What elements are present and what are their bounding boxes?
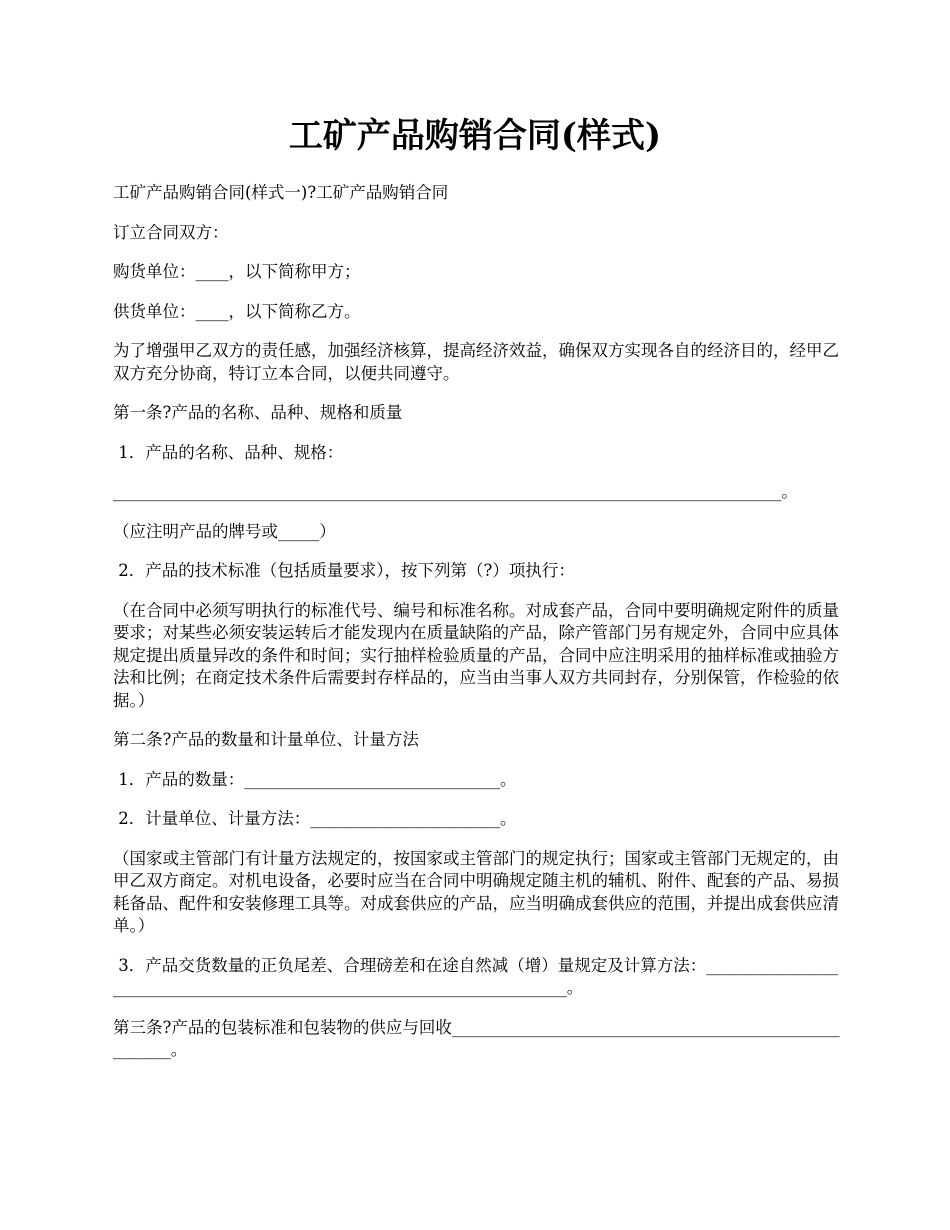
article-1-brand-note: （应注明产品的牌号或_____） [113, 521, 336, 541]
article-1-blank-line: _________________________________________________________________________________。 [113, 482, 798, 501]
supplier-line: 供货单位：____，以下简称乙方。 [113, 301, 361, 321]
contract-subtitle: 工矿产品购销合同(样式一)?工矿产品购销合同 [113, 183, 449, 202]
document-title: 工矿产品购销合同(样式) [288, 116, 662, 156]
parties-heading: 订立合同双方： [113, 222, 229, 242]
document-body [113, 182, 841, 1079]
article-1-item-2: 2．产品的技术标准（包括质量要求），按下列第（?）项执行： [113, 561, 575, 580]
article-2-measure-note: （国家或主管部门有计量方法规定的，按国家或主管部门的规定执行；国家或主管部门无规定的，由甲乙双方商定。对机电设备，必要时应当在合同中明确规定随主机的辅机、附件、配套的产品、易损耗备品、配件和安装修理工具等。对成套供应的产品，应当明确成套供应的范围，并提出成套供应清单。） [113, 848, 839, 935]
article-3-heading: 第三条?产品的包装标准和包装物的供应与回收______________________________________________________。 [113, 1017, 840, 1059]
buyer-line: 购货单位：____，以下简称甲方； [113, 262, 361, 281]
preamble-paragraph: 为了增强甲乙双方的责任感，加强经济核算，提高经济效益，确保双方实现各自的经济目的，经甲乙双方充分协商，特订立本合同，以便共同遵守。 [113, 341, 839, 383]
article-1-heading: 第一条?产品的名称、品种、规格和质量 [113, 403, 403, 422]
article-2-item-2: 2．计量单位、计量方法：_______________________。 [113, 809, 517, 828]
article-2-heading: 第二条?产品的数量和计量单位、计量方法 [113, 730, 419, 749]
article-1-item-1: 1．产品的名称、品种、规格： [113, 442, 344, 462]
article-2-item-1: 1．产品的数量：_______________________________。 [113, 769, 517, 789]
article-2-item-3: 3．产品交货数量的正负尾差、合理磅差和在途自然减（增）量规定及计算方法：_______________________________________________________________________。 [113, 955, 839, 997]
article-1-standard-note: （在合同中必须写明执行的标准代号、编号和标准名称。对成套产品，合同中要明确规定附件的质量要求；对某些必须安装运转后才能发现内在质量缺陷的产品，除产管部门另有规定外，合同中应具体规定提出质量异改的条件和时间；实行抽样检验质量的产品，合同中应注明采用的抽样标准或抽验方法和比例；在商定技术条件后需要封存样品的，应当由当事人双方共同封存，分别保管，作检验的依据。） [113, 600, 839, 710]
